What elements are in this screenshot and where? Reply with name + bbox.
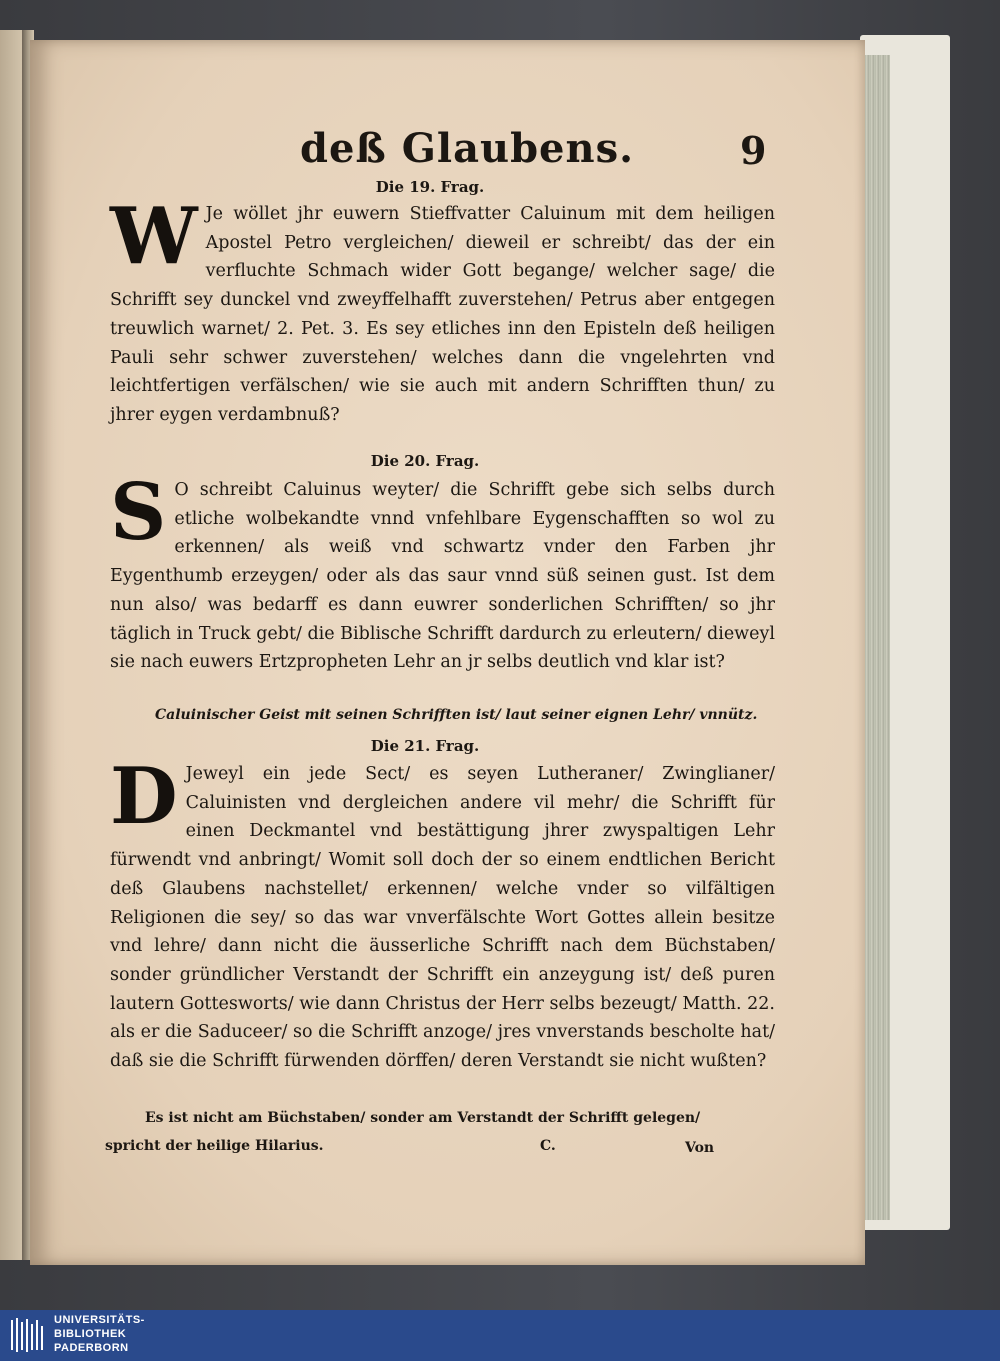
question-20-body: O schreibt Caluinus weyter/ die Schrifft gebe sich selbs durch etliche wolbekandte vnnd vnfehlbare Eygenschafften so wol zu erkennen/ als weiß vnd schwartz vnder den Farben jhr Eygenthumb erzeygen/ oder als das saur vnnd süß seinen gust. Ist dem nun also/ was bedarff es dann euwrer sonderlichen Schrifften/ so jhr täglich in Truck gebt/ die Biblische Schrifft dardurch zu erleutern/ dieweyl sie nach euwers Ertzpropheten Lehr an jr selbs deutlich vnd klar ist? [110, 480, 775, 673]
question-19-text [110, 191, 775, 430]
library-logo-icon [8, 1316, 48, 1356]
question-19-body: Je wöllet jhr euwern Stieffvatter Caluinum mit dem heiligen Apostel Petro vergleichen/ dieweil er schreibt/ das der ein verfluchte Schmach wider Gott begange/ welcher sage/ die Schrifft sey dunckel vnd zweyffelhafft zuverstehen/ Petrus aber entgegen treuwlich warnet/ 2. Pet. 3. Es sey etliches inn den Episteln deß heiligen Pauli sehr schwer zuverstehen/ welches dann die vngelehrten vnd leichtfertigen verfälschen/ wie sie auch mit andern Schrifften thun/ zu jhrer eygen verdambnuß? [110, 204, 775, 425]
dropcap-w: W [110, 191, 198, 282]
library-name-line-3: PADERBORN [54, 1342, 129, 1354]
catchword: Von [685, 1140, 715, 1156]
library-name-line-1: UNIVERSITÄTS- [54, 1314, 145, 1326]
question-21-text [110, 751, 775, 1076]
page-number: 9 [740, 128, 767, 173]
question-19-heading: Die 19. Frag. [375, 178, 485, 196]
question-21-body: Jeweyl ein jede Sect/ es seyen Lutheraner/ Zwinglianer/ Caluinisten vnd dergleichen andere vil mehr/ die Schrifft für einen Deckmantel vnd bestättigung jhrer zwyspaltigen Lehr fürwendt vnd anbringt/ Womit soll doch der so einem endtlichen Bericht deß Glaubens nachstellet/ erkennen/ welche vnder so vilfältigen Religionen die sey/ so das war vnverfälschte Wort Gottes allein besitze vnd lehre/ dann nicht die äusserliche Schrifft nach dem Büchstaben/ sonder gründlicher Verstandt der Schrifft ein anzeygung ist/ deß puren lautern Gottesworts/ wie dann Christus der Herr selbs bezeugt/ Matth. 22. als er die Saduceer/ so die Schrifft anzoge/ jres vnverstands bescholte hat/ daß sie die Schrifft fürwenden dörffen/ deren Verstandt sie nicht wußten? [110, 764, 775, 1072]
library-name-line-2: BIBLIOTHEK [54, 1328, 127, 1340]
marginal-note-21-line-2: spricht der heilige Hilarius. [105, 1138, 324, 1154]
marginal-note-20: Caluinischer Geist mit seinen Schrifften ist/ laut seiner eignen Lehr/ vnnütz. [155, 707, 758, 723]
question-20-heading: Die 20. Frag. [370, 452, 480, 470]
running-head: deß Glaubens. [300, 125, 635, 172]
dropcap-s: S [110, 467, 167, 558]
library-footer [0, 1310, 1000, 1361]
question-21-heading: Die 21. Frag. [370, 737, 480, 755]
marginal-note-21-line-1: Es ist nicht am Büchstaben/ sonder am Verstandt der Schrifft gelegen/ [145, 1110, 701, 1126]
question-20-text [110, 467, 775, 677]
dropcap-d: D [110, 751, 178, 842]
signature-mark: C. [540, 1138, 556, 1154]
book-page [30, 40, 865, 1265]
